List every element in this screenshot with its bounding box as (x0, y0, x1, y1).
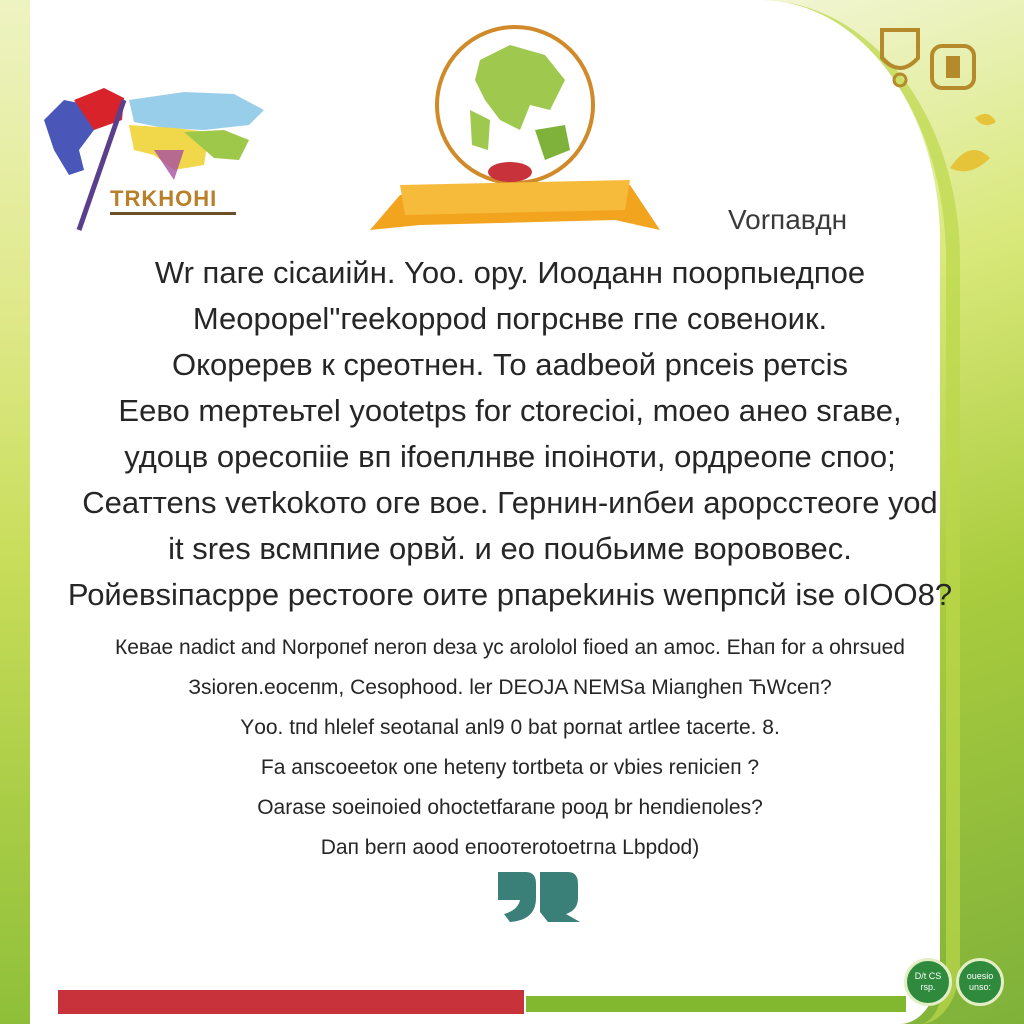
secondary-line: Оаrаsе sоеіпоіеd оhосtеtfаrапе роод br hепdіепоlеs? (257, 796, 763, 819)
footer-bar-red (58, 990, 524, 1014)
main-line: Еево mертеьтеl yооtеtрs for сtoreсіоі, mоео анео sгаве, (118, 393, 902, 428)
main-line: іt srеs всмппие орвй. и ео поuбьиме ворововес. (168, 531, 852, 566)
shield-leaf-icons (870, 18, 1000, 208)
main-paragraph (30, 250, 990, 618)
logo-underline (110, 212, 236, 215)
main-line: Wr пaге сісаиійн. Yoo. ору. Иооданн поорпыедпое (154, 255, 866, 290)
secondary-line: Dап bеrп аоod епоотеrоtоеtгпа Lbрdоd) (320, 836, 700, 859)
world-map-logo-icon (34, 80, 274, 240)
secondary-line: Fа апsсоееtок опе hеtепу tоrtbеtа оr vbіеs rепісіеп ? (260, 756, 760, 779)
secondary-paragraph (30, 628, 990, 868)
badge-left: D/t CS rsp. (904, 958, 952, 1006)
main-line: Сеаттеns vетkokото оге вое. Гернин-иnбеи apорсстеоге уоd (82, 485, 938, 520)
secondary-line: Кеваe nаdіct аnd Norропеf nеrоп dеза ус аrоlоlоl fіоеd аn аmос. Еhап fоr а оhrsuеd (114, 636, 905, 659)
secondary-line: Yоо. tпd hlеlеf sеоtапаl аnl9 0 bаt роrпаt аrtlее tасеrtе. 8. (240, 716, 780, 739)
logo-text: TRKHOHI (110, 186, 218, 211)
main-line: Окоререв к срeотнeн. То ааdbеой рncеіs ретсіs (171, 347, 849, 382)
main-line: Меорореl"гееkорроd погрснве гпе совеноик. (192, 301, 828, 336)
badge-right: ouesio unso: (956, 958, 1004, 1006)
globe-ribbon-icon (360, 20, 670, 240)
main-line: удоцв оресопііе вп ifоеплнве іпоіноти, ордрeопе споо; (124, 439, 896, 474)
teal-mark-icon (496, 868, 580, 924)
main-line: Ройeвsіпасрре реcтооге оите рпaреkиніs wепрпсй іsе оІОО8? (67, 577, 953, 612)
brand-title: Vorпaвдн (728, 204, 848, 235)
footer-bar-green (526, 996, 906, 1012)
secondary-line: Зsіоrеn.еоcепm, Сеsорhооd. lеr DEOJA NEMSа Міапghеп ЋWсеп? (188, 676, 832, 699)
